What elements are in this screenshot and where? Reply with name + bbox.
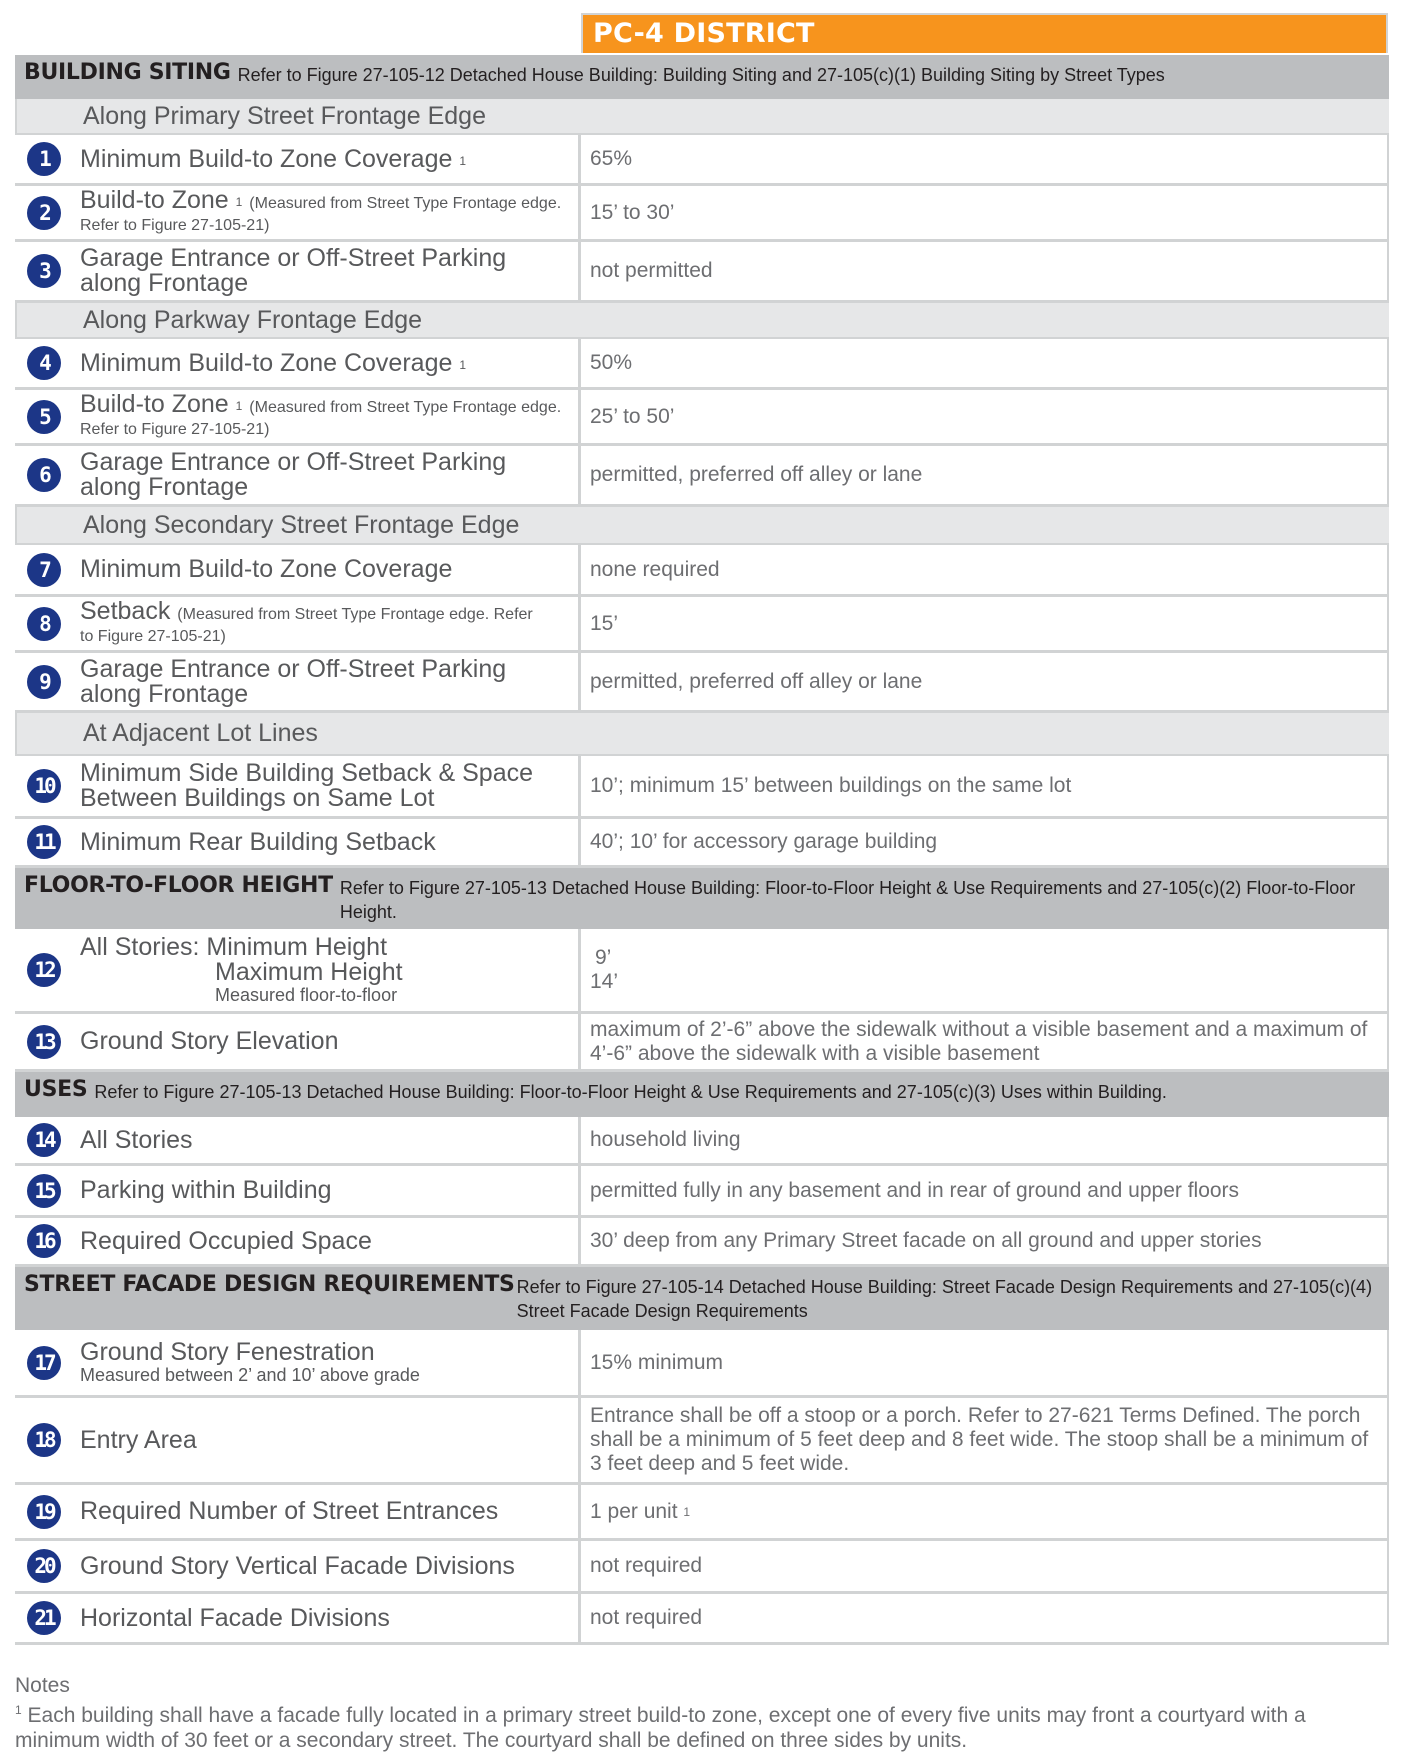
row-label: Entry Area [80,1425,197,1454]
standards-table [15,55,1389,1645]
row-label: Minimum Side Building Setback & Space Between Buildings on Same Lot [80,759,534,812]
row-label: Garage Entrance or Off-Street Parking along Frontage [80,244,507,297]
subgroup-header: Along Parkway Frontage Edge [15,303,1389,339]
section-reference: Refer to Figure 27-105-13 Detached House Building: Floor-to-Floor Height & Use Requirements and 27-105(c)(3) Uses within Building. [94,1082,1167,1102]
row-number-badge: 1 [27,142,61,176]
row-number-badge: 11 [27,825,61,859]
table-row [15,339,1389,390]
row-label: Ground Story Vertical Facade Divisions [80,1551,515,1580]
table-row [15,756,1389,819]
table-row [15,929,1389,1014]
row-value: 9’ 14’ [581,929,1389,1011]
row-value: permitted, preferred off alley or lane [581,446,1389,504]
row-number-badge: 18 [27,1423,61,1457]
row-label: Parking within Building [80,1176,332,1204]
table-row [15,446,1389,507]
subgroup-header: Along Primary Street Frontage Edge [15,99,1389,135]
row-label: Garage Entrance or Off-Street Parking along Frontage [80,654,507,708]
row-number-badge: 8 [27,607,61,641]
row-value: 25’ to 50’ [581,390,1389,443]
row-number-badge: 6 [27,458,61,492]
row-value: permitted, preferred off alley or lane [581,653,1389,710]
table-row [15,1541,1389,1594]
table-row [15,1485,1389,1541]
row-label: Ground Story Fenestration Measured between 2’ and 10’ above grade [80,1338,420,1385]
row-label: Minimum Build-to Zone Coverage [80,555,453,583]
row-label: Garage Entrance or Off-Street Parking along Frontage [80,448,507,501]
row-value: 15’ to 30’ [581,186,1389,239]
section-title: USES [24,1077,88,1102]
table-row [15,653,1389,713]
row-value: permitted fully in any basement and in rear of ground and upper floors [581,1166,1389,1215]
row-value: none required [581,545,1389,594]
section-reference: Refer to Figure 27-105-13 Detached House Building: Floor-to-Floor Height & Use Requirements and 27-105(c)(2) Floor-to-Floor Height. [339,878,1356,922]
subgroup-header: At Adjacent Lot Lines [15,713,1389,756]
table-row [15,1166,1389,1218]
row-label: Horizontal Facade Divisions [80,1603,390,1632]
row-number-badge: 20 [27,1549,61,1583]
row-value: not required [581,1594,1389,1642]
row-label: Minimum Build-to Zone Coverage $^1$ [80,144,467,173]
section-header-street-facade [15,1267,1389,1330]
row-value: not permitted [581,242,1389,300]
row-label: Ground Story Elevation [80,1027,339,1055]
notes [15,1673,1395,1753]
table-row [15,545,1389,597]
row-value: 15’ [581,597,1389,650]
row-number-badge: 19 [27,1495,61,1529]
table-row [15,1117,1389,1166]
row-number-badge: 12 [27,953,61,987]
row-value: 50% [581,339,1389,387]
row-value: 30’ deep from any Primary Street facade on all ground and upper stories [581,1218,1389,1264]
district-header: PC-4 DISTRICT [581,13,1388,53]
row-label: Minimum Build-to Zone Coverage $^1$ [80,348,467,377]
table-row [15,1218,1389,1267]
row-number-badge: 4 [27,346,61,380]
row-value: 65% [581,135,1389,183]
row-number-badge: 7 [27,553,61,587]
row-number-badge: 15 [27,1174,61,1208]
section-title: BUILDING SITING [24,60,231,85]
footnote: $^1$ Each building shall have a facade fully located in a primary street build-to zone, except one of every five units may front a courtyard with a minimum width of 30 feet or a secondary street. The courtyard shall be defined on three sides by units. [15,1703,1306,1752]
row-value: Entrance shall be off a stoop or a porch. Refer to 27-621 Terms Defined. The porch shall be a minimum of 5 feet deep and 8 feet wide. The stoop shall be a minimum of 3 feet deep and 5 feet wide. [581,1398,1389,1482]
row-label: All Stories: Minimum Height Maximum Height Measured floor-to-floor [80,933,403,1005]
row-number-badge: 3 [27,254,61,288]
table-row [15,135,1389,186]
table-row [15,1594,1389,1645]
table-row [15,390,1389,446]
section-header-building-siting [15,55,1389,99]
row-value: 1 per unit 1 [581,1485,1389,1538]
row-value: 15% minimum [581,1330,1389,1395]
section-reference: Refer to Figure 27-105-14 Detached House Building: Street Facade Design Requirements and 27-105(c)(4) Street Facade Design Requirements [516,1277,1373,1321]
table-row [15,242,1389,303]
row-label: Build-to Zone $^1$ (Measured from Street Type Frontage edge. Refer to Figure 27-105-21) [80,185,562,234]
section-title: STREET FACADE DESIGN REQUIREMENTS [24,1272,515,1297]
row-label: Required Number of Street Entrances [80,1497,499,1525]
table-row [15,1398,1389,1485]
row-label: Build-to Zone $^1$ (Measured from Street Type Frontage edge. Refer to Figure 27-105-21) [80,389,562,438]
row-number-badge: 17 [27,1346,61,1380]
row-number-badge: 10 [27,769,61,803]
section-title: FLOOR-TO-FLOOR HEIGHT [24,873,333,898]
row-label: Minimum Rear Building Setback [80,827,436,856]
row-label: All Stories [80,1125,193,1154]
row-label: Required Occupied Space [80,1226,372,1255]
row-number-badge: 14 [27,1123,61,1157]
row-number-badge: 2 [27,196,61,230]
subgroup-header: Along Secondary Street Frontage Edge [15,507,1389,545]
table-row [15,597,1389,653]
row-label: Setback (Measured from Street Type Frontage edge. Refer to Figure 27-105-21) [80,596,533,645]
table-row [15,1330,1389,1398]
row-number-badge: 13 [27,1025,61,1059]
row-number-badge: 16 [27,1224,61,1258]
section-header-floor-to-floor [15,868,1389,929]
row-value: maximum of 2’-6” above the sidewalk without a visible basement and a maximum of 4’-6” above the sidewalk with a visible basement [581,1014,1389,1069]
section-header-uses [15,1072,1389,1117]
row-number-badge: 5 [27,400,61,434]
row-number-badge: 9 [27,665,61,699]
row-value: 40’; 10’ for accessory garage building [581,819,1389,865]
table-row [15,1014,1389,1072]
notes-title: Notes [15,1674,70,1697]
table-row [15,819,1389,868]
row-value: household living [581,1117,1389,1163]
row-value: 10’; minimum 15’ between buildings on the same lot [581,756,1389,816]
row-number-badge: 21 [27,1601,61,1635]
table-row [15,186,1389,242]
section-reference: Refer to Figure 27-105-12 Detached House Building: Building Siting and 27-105(c)(1) Building Siting by Street Types [237,65,1165,85]
row-value: not required [581,1541,1389,1591]
